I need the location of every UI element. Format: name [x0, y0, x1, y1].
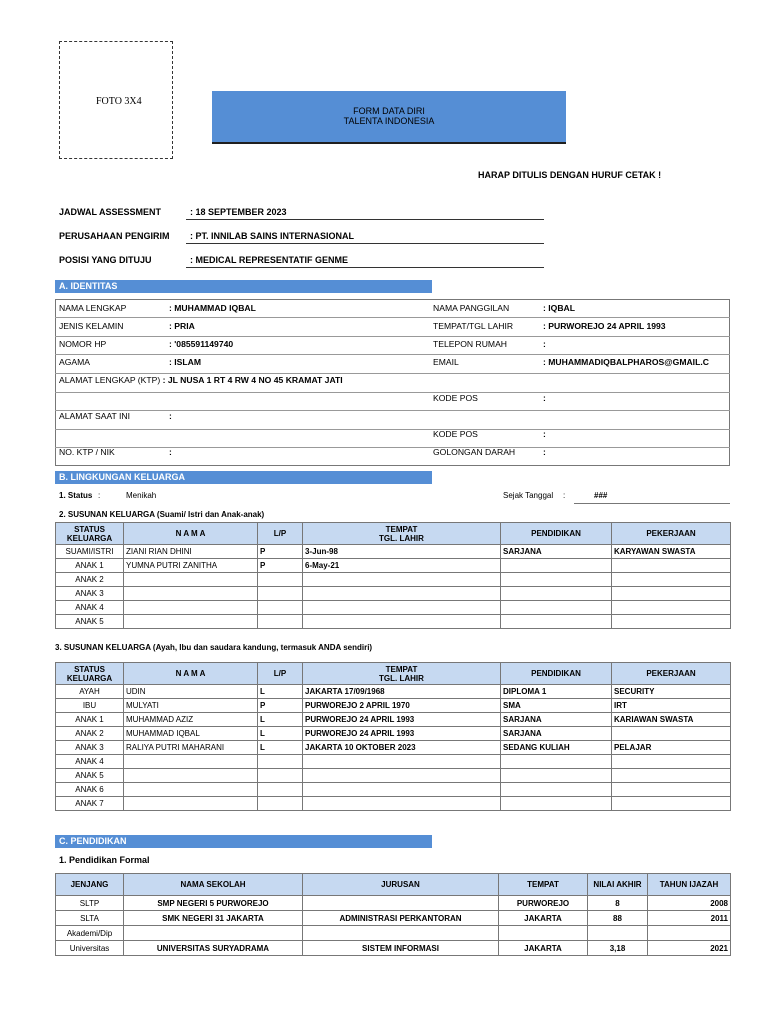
- cell-pekerjaan[interactable]: [612, 601, 731, 615]
- posisi-dituju-value[interactable]: : MEDICAL REPRESENTATIF GENME: [190, 255, 349, 265]
- perusahaan-pengirim-label: PERUSAHAAN PENGIRIM: [59, 231, 170, 241]
- header-status: [56, 523, 124, 545]
- cell-status[interactable]: IBU: [56, 699, 124, 713]
- nama-lengkap-label: NAMA LENGKAP: [59, 303, 127, 313]
- header-nilai-akhir: NILAI AKHIR: [588, 874, 648, 896]
- header-tempat-line2: TGL. LAHIR: [379, 673, 424, 683]
- cell-pekerjaan[interactable]: [612, 559, 731, 573]
- cell-ttl[interactable]: [303, 755, 501, 769]
- table-row: [56, 727, 731, 741]
- cell-lp[interactable]: [258, 573, 303, 587]
- cell-status[interactable]: ANAK 3: [56, 741, 124, 755]
- susunan-keluarga-2-heading: 2. SUSUNAN KELUARGA (Suami/ Istri dan Anak-anak): [59, 510, 265, 519]
- table-row: [56, 896, 731, 911]
- header-nama: N A M A: [124, 523, 258, 545]
- cell-ttl[interactable]: JAKARTA 10 OKTOBER 2023: [303, 741, 501, 755]
- cell-pendidikan[interactable]: [501, 601, 612, 615]
- cell-ttl[interactable]: [303, 769, 501, 783]
- golongan-darah-value[interactable]: :: [543, 447, 546, 457]
- header-pekerjaan: PEKERJAAN: [612, 523, 731, 545]
- header-tahun-ijazah: TAHUN IJAZAH: [648, 874, 731, 896]
- cell-pendidikan[interactable]: SEDANG KULIAH: [501, 741, 612, 755]
- table-row: [56, 559, 731, 573]
- susunan-keluarga-3-heading: 3. SUSUNAN KELUARGA (Ayah, Ibu dan saudara kandung, termasuk ANDA sendiri): [55, 643, 373, 652]
- sejak-tanggal-label: Sejak Tanggal: [503, 491, 554, 500]
- table-row: [56, 685, 731, 699]
- kode-pos-label: KODE POS: [433, 393, 478, 403]
- cell-pendidikan[interactable]: [501, 769, 612, 783]
- cell-status[interactable]: ANAK 1: [56, 713, 124, 727]
- cell-ttl[interactable]: [303, 587, 501, 601]
- cell-pendidikan[interactable]: [501, 755, 612, 769]
- cell-ttl[interactable]: 3-Jun-98: [303, 545, 501, 559]
- kode-pos-value[interactable]: :: [543, 393, 546, 403]
- sejak-tanggal-colon: :: [563, 491, 566, 500]
- cell-pendidikan[interactable]: SARJANA: [501, 713, 612, 727]
- cell-nama-sekolah[interactable]: SMP NEGERI 5 PURWOREJO: [124, 896, 303, 911]
- section-identitas: A. IDENTITAS: [55, 280, 432, 293]
- table-row: [56, 769, 731, 783]
- section-pendidikan: C. PENDIDIKAN: [55, 835, 432, 848]
- cell-nama-sekolah[interactable]: UNIVERSITAS SURYADRAMA: [124, 941, 303, 956]
- cell-nama[interactable]: [124, 755, 258, 769]
- header-lp: L/P: [258, 523, 303, 545]
- cell-pekerjaan[interactable]: [612, 573, 731, 587]
- divider: [186, 243, 544, 244]
- no-ktp-value[interactable]: :: [169, 447, 172, 457]
- header-nama-sekolah: NAMA SEKOLAH: [124, 874, 303, 896]
- cell-jurusan[interactable]: SISTEM INFORMASI: [303, 941, 499, 956]
- cell-status[interactable]: ANAK 3: [56, 587, 124, 601]
- nama-panggilan-value[interactable]: : IQBAL: [543, 303, 575, 313]
- alamat-saat-ini-label: ALAMAT SAAT INI: [59, 411, 130, 421]
- cell-tahun[interactable]: 2021: [648, 941, 731, 956]
- cell-pekerjaan[interactable]: [612, 727, 731, 741]
- cell-ttl[interactable]: [303, 615, 501, 629]
- cell-status[interactable]: ANAK 2: [56, 573, 124, 587]
- cell-jenjang[interactable]: SLTP: [56, 896, 124, 911]
- cell-nama[interactable]: [124, 601, 258, 615]
- cell-tempat[interactable]: JAKARTA: [499, 911, 588, 926]
- cell-pekerjaan[interactable]: [612, 755, 731, 769]
- tempat-tgl-lahir-label: TEMPAT/TGL LAHIR: [433, 321, 514, 331]
- cell-pendidikan[interactable]: [501, 783, 612, 797]
- agama-label: AGAMA: [59, 357, 91, 367]
- divider: [574, 503, 730, 504]
- cell-ttl[interactable]: PURWOREJO 24 APRIL 1993: [303, 727, 501, 741]
- no-ktp-label: NO. KTP / NIK: [59, 447, 115, 457]
- cell-lp[interactable]: [258, 769, 303, 783]
- cell-nilai[interactable]: 8: [588, 896, 648, 911]
- form-title-line1: FORM DATA DIRI: [353, 106, 425, 116]
- email-value[interactable]: : MUHAMMADIQBALPHAROS@GMAIL.C: [543, 357, 709, 367]
- jadwal-assessment-value[interactable]: : 18 SEPTEMBER 2023: [190, 207, 287, 217]
- table-row: [56, 741, 731, 755]
- divider: [186, 267, 544, 268]
- section-lingkungan-keluarga: B. LINGKUNGAN KELUARGA: [55, 471, 432, 484]
- header-status-line2: KELUARGA: [66, 533, 113, 543]
- cell-nama[interactable]: YUMNA PUTRI ZANITHA: [124, 559, 258, 573]
- cell-ttl[interactable]: [303, 783, 501, 797]
- cell-tempat[interactable]: PURWOREJO: [499, 896, 588, 911]
- cell-nama[interactable]: ZIANI RIAN DHINI: [124, 545, 258, 559]
- cell-status[interactable]: ANAK 4: [56, 755, 124, 769]
- header-tempat-line1: TEMPAT: [385, 524, 418, 534]
- cell-ttl[interactable]: [303, 601, 501, 615]
- cell-lp[interactable]: [258, 755, 303, 769]
- cell-status[interactable]: ANAK 6: [56, 783, 124, 797]
- nomor-hp-value[interactable]: : '085591149740: [169, 339, 234, 349]
- pendidikan-formal-heading: 1. Pendidikan Formal: [59, 855, 150, 865]
- family-table-2: [55, 662, 731, 811]
- form-title-line2: TALENTA INDONESIA: [343, 116, 435, 126]
- cell-pekerjaan[interactable]: SECURITY: [612, 685, 731, 699]
- cell-pekerjaan[interactable]: KARIAWAN SWASTA: [612, 713, 731, 727]
- cell-jurusan[interactable]: [303, 896, 499, 911]
- table-row: [56, 755, 731, 769]
- header-status-line1: STATUS: [74, 524, 105, 534]
- cell-status[interactable]: AYAH: [56, 685, 124, 699]
- table-row: [56, 601, 731, 615]
- kode-pos-label: KODE POS: [433, 429, 478, 439]
- table-row: [56, 911, 731, 926]
- cell-jenjang[interactable]: Universitas: [56, 941, 124, 956]
- cell-pendidikan[interactable]: [501, 559, 612, 573]
- cell-tahun[interactable]: [648, 926, 731, 941]
- cell-pendidikan[interactable]: [501, 573, 612, 587]
- cell-pekerjaan[interactable]: PELAJAR: [612, 741, 731, 755]
- cell-pendidikan[interactable]: SARJANA: [501, 727, 612, 741]
- status-value[interactable]: Menikah: [126, 491, 157, 500]
- cell-nama[interactable]: [124, 587, 258, 601]
- perusahaan-pengirim-value[interactable]: : PT. INNILAB SAINS INTERNASIONAL: [190, 231, 355, 241]
- header-lp: L/P: [258, 663, 303, 685]
- kode-pos-value[interactable]: :: [543, 429, 546, 439]
- nama-lengkap-value[interactable]: : MUHAMMAD IQBAL: [169, 303, 256, 313]
- cell-nilai[interactable]: 88: [588, 911, 648, 926]
- table-row: [56, 926, 731, 941]
- table-row: [56, 545, 731, 559]
- cell-lp[interactable]: L: [258, 741, 303, 755]
- cell-status[interactable]: ANAK 5: [56, 615, 124, 629]
- cell-lp[interactable]: L: [258, 713, 303, 727]
- cell-tahun[interactable]: 2008: [648, 896, 731, 911]
- cell-nama[interactable]: RALIYA PUTRI MAHARANI: [124, 741, 258, 755]
- email-label: EMAIL: [433, 357, 459, 367]
- cell-nama-sekolah[interactable]: SMK NEGERI 31 JAKARTA: [124, 911, 303, 926]
- nomor-hp-label: NOMOR HP: [59, 339, 107, 349]
- table-row: [56, 573, 731, 587]
- header-jurusan: JURUSAN: [303, 874, 499, 896]
- cell-pekerjaan[interactable]: [612, 769, 731, 783]
- nama-panggilan-label: NAMA PANGGILAN: [433, 303, 510, 313]
- cell-nama[interactable]: MUHAMMAD AZIZ: [124, 713, 258, 727]
- table-row: [56, 783, 731, 797]
- cell-pekerjaan[interactable]: [612, 783, 731, 797]
- education-table: [55, 873, 731, 956]
- cell-nilai[interactable]: [588, 926, 648, 941]
- cell-pekerjaan[interactable]: KARYAWAN SWASTA: [612, 545, 731, 559]
- cell-status[interactable]: ANAK 5: [56, 769, 124, 783]
- cell-lp[interactable]: [258, 601, 303, 615]
- jadwal-assessment-label: JADWAL ASSESSMENT: [59, 207, 162, 217]
- cell-pendidikan[interactable]: [501, 797, 612, 811]
- photo-placeholder[interactable]: [59, 41, 173, 159]
- header-pendidikan: PENDIDIKAN: [501, 663, 612, 685]
- cell-pekerjaan[interactable]: [612, 587, 731, 601]
- header-tempat: TEMPAT: [499, 874, 588, 896]
- cell-lp[interactable]: [258, 587, 303, 601]
- cell-nama[interactable]: [124, 769, 258, 783]
- cell-status[interactable]: ANAK 2: [56, 727, 124, 741]
- tempat-tgl-lahir-value[interactable]: : PURWOREJO 24 APRIL 1993: [543, 321, 666, 331]
- cell-ttl[interactable]: 6-May-21: [303, 559, 501, 573]
- cell-pendidikan[interactable]: [501, 615, 612, 629]
- header-jenjang: JENJANG: [56, 874, 124, 896]
- header-tempat-line2: TGL. LAHIR: [379, 533, 424, 543]
- cell-lp[interactable]: P: [258, 699, 303, 713]
- header-pendidikan: PENDIDIKAN: [501, 523, 612, 545]
- table-row: [56, 713, 731, 727]
- identitas-table: [57, 299, 728, 461]
- cell-lp[interactable]: [258, 783, 303, 797]
- cell-nama[interactable]: [124, 797, 258, 811]
- photo-label: FOTO 3X4: [96, 96, 142, 107]
- cell-status[interactable]: SUAMI/ISTRI: [56, 545, 124, 559]
- agama-value[interactable]: : ISLAM: [169, 357, 201, 367]
- header-tempat-line1: TEMPAT: [385, 664, 418, 674]
- instruction-note: HARAP DITULIS DENGAN HURUF CETAK !: [478, 170, 662, 180]
- status-label: 1. Status: [59, 491, 93, 500]
- cell-status[interactable]: ANAK 7: [56, 797, 124, 811]
- header-status-line1: STATUS: [74, 664, 105, 674]
- cell-status[interactable]: ANAK 1: [56, 559, 124, 573]
- cell-jurusan[interactable]: [303, 926, 499, 941]
- cell-nama[interactable]: MUHAMMAD IQBAL: [124, 727, 258, 741]
- cell-ttl[interactable]: JAKARTA 17/09/1968: [303, 685, 501, 699]
- cell-jurusan[interactable]: ADMINISTRASI PERKANTORAN: [303, 911, 499, 926]
- cell-nama[interactable]: MULYATI: [124, 699, 258, 713]
- cell-pekerjaan[interactable]: [612, 797, 731, 811]
- table-row: [56, 615, 731, 629]
- cell-pendidikan[interactable]: [501, 587, 612, 601]
- alamat-ktp-label: ALAMAT LENGKAP (KTP): [59, 375, 161, 385]
- form-title-banner: [212, 91, 566, 144]
- cell-pekerjaan[interactable]: IRT: [612, 699, 731, 713]
- jenis-kelamin-label: JENIS KELAMIN: [59, 321, 124, 331]
- table-row: [56, 941, 731, 956]
- cell-lp[interactable]: [258, 615, 303, 629]
- cell-jenjang[interactable]: SLTA: [56, 911, 124, 926]
- telepon-rumah-label: TELEPON RUMAH: [433, 339, 508, 349]
- cell-nama[interactable]: [124, 783, 258, 797]
- cell-jenjang[interactable]: Akademi/Dip: [56, 926, 124, 941]
- family-table-1: [55, 522, 731, 629]
- table-row: [56, 699, 731, 713]
- cell-ttl[interactable]: [303, 573, 501, 587]
- cell-tempat[interactable]: [499, 926, 588, 941]
- jenis-kelamin-value[interactable]: : PRIA: [169, 321, 195, 331]
- header-nama: N A M A: [124, 663, 258, 685]
- cell-nilai[interactable]: 3,18: [588, 941, 648, 956]
- cell-ttl[interactable]: [303, 797, 501, 811]
- posisi-dituju-label: POSISI YANG DITUJU: [59, 255, 152, 265]
- alamat-saat-ini-value[interactable]: :: [169, 411, 172, 421]
- cell-ttl[interactable]: PURWOREJO 2 APRIL 1970: [303, 699, 501, 713]
- cell-status[interactable]: ANAK 4: [56, 601, 124, 615]
- golongan-darah-label: GOLONGAN DARAH: [433, 447, 516, 457]
- cell-lp[interactable]: P: [258, 545, 303, 559]
- cell-nama[interactable]: [124, 615, 258, 629]
- cell-lp[interactable]: P: [258, 559, 303, 573]
- cell-nama[interactable]: UDIN: [124, 685, 258, 699]
- cell-pendidikan[interactable]: SARJANA: [501, 545, 612, 559]
- cell-tahun[interactable]: 2011: [648, 911, 731, 926]
- cell-ttl[interactable]: PURWOREJO 24 APRIL 1993: [303, 713, 501, 727]
- cell-pendidikan[interactable]: DIPLOMA 1: [501, 685, 612, 699]
- telepon-rumah-value[interactable]: :: [543, 339, 546, 349]
- status-colon: :: [98, 491, 101, 500]
- cell-pekerjaan[interactable]: [612, 615, 731, 629]
- cell-lp[interactable]: L: [258, 685, 303, 699]
- sejak-tanggal-value[interactable]: ###: [594, 491, 608, 500]
- cell-lp[interactable]: [258, 797, 303, 811]
- cell-nama-sekolah[interactable]: [124, 926, 303, 941]
- table-row: [56, 797, 731, 811]
- cell-nama[interactable]: [124, 573, 258, 587]
- header-status-line2: KELUARGA: [66, 673, 113, 683]
- cell-tempat[interactable]: JAKARTA: [499, 941, 588, 956]
- alamat-ktp-value[interactable]: : JL NUSA 1 RT 4 RW 4 NO 45 KRAMAT JATI: [162, 375, 343, 385]
- header-pekerjaan: PEKERJAAN: [612, 663, 731, 685]
- cell-lp[interactable]: L: [258, 727, 303, 741]
- table-row: [56, 587, 731, 601]
- divider: [186, 219, 544, 220]
- cell-pendidikan[interactable]: SMA: [501, 699, 612, 713]
